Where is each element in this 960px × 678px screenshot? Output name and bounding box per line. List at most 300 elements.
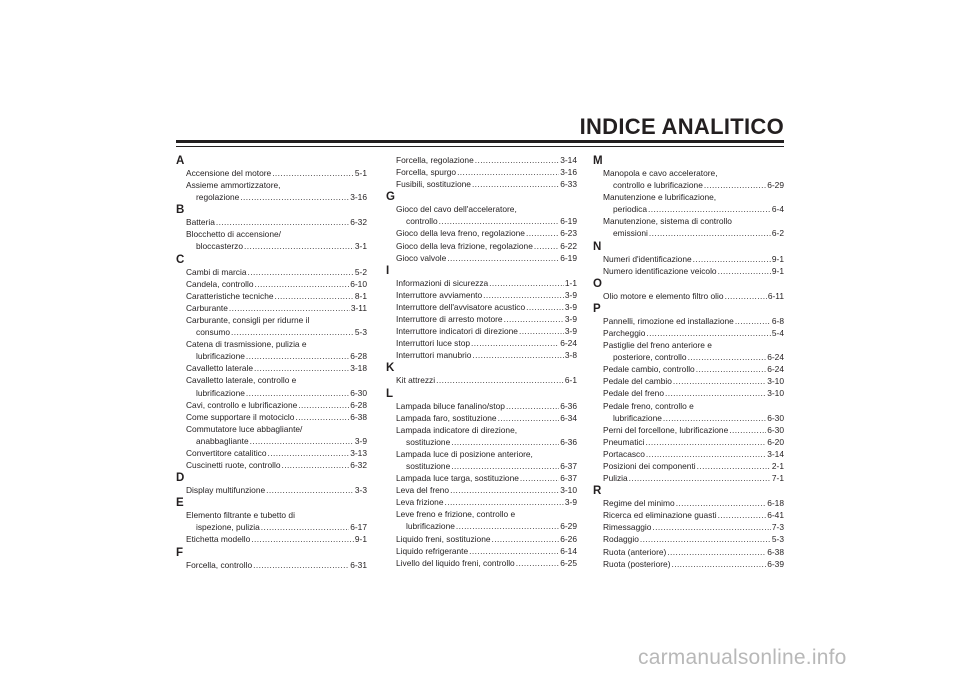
index-entry-text: Posizioni dei componenti (603, 460, 696, 471)
index-entry (593, 290, 784, 302)
index-page-number: 3-10 (767, 376, 784, 387)
dot-leader (295, 411, 349, 423)
dot-leader (646, 448, 766, 460)
index-page-number: 6-37 (560, 473, 577, 484)
index-entry-text: Informazioni di sicurezza (396, 277, 489, 288)
index-entry-text: Carburante (186, 302, 228, 313)
index-page-number: 6-41 (767, 510, 784, 521)
index-entry-text: lubrificazione (406, 521, 455, 532)
index-entry-text: Parcheggio (603, 327, 646, 338)
index-entry-text: Gioco della leva frizione, regolazione (396, 240, 533, 251)
index-letter-heading: O (593, 277, 602, 290)
dot-leader (254, 362, 349, 374)
index-entry-text: Numeri d'identificazione (603, 253, 692, 264)
dot-leader (272, 167, 354, 179)
index-entry-text: bloccasterzo (196, 241, 244, 252)
index-entry-text: Lampada faro, sostituzione (396, 412, 497, 423)
dot-leader (534, 240, 559, 252)
index-entry-text: Display multifunzione (186, 485, 266, 496)
index-entry-text: lubrificazione (613, 412, 662, 423)
index-entry (386, 472, 577, 484)
index-entry (386, 252, 577, 264)
index-entry (593, 497, 784, 509)
dot-leader (250, 435, 354, 447)
index-page-number: 6-36 (560, 436, 577, 447)
index-entry-text: Interruttore dell'avvisatore acustico (396, 301, 526, 312)
index-entry (593, 424, 784, 436)
dot-leader (451, 436, 559, 448)
index-entry-text: Cambi di marcia (186, 266, 247, 277)
index-entry-text: Blocchetto di accensione/ (186, 229, 281, 240)
dot-leader (697, 460, 771, 472)
index-entry-text: Leva del freno (396, 485, 450, 496)
index-entry (593, 265, 784, 277)
dot-leader (492, 533, 560, 545)
index-entry-text: ispezione, pulizia (196, 522, 260, 533)
dot-leader (255, 278, 350, 290)
index-page-number: 6-2 (771, 228, 784, 239)
index-entry (176, 167, 367, 179)
index-page-number: 9-1 (354, 534, 367, 545)
dot-leader (268, 447, 350, 459)
index-entry-text: Interruttore di arresto motore (396, 314, 503, 325)
index-entry (176, 411, 367, 423)
index-letter-heading: F (176, 546, 184, 559)
index-entry (386, 496, 577, 508)
dot-leader (640, 533, 771, 545)
index-entry-text: Fusibili, sostituzione (396, 179, 471, 190)
dot-leader (526, 227, 559, 239)
index-entry (176, 278, 367, 290)
dot-leader (298, 399, 349, 411)
dot-leader (475, 154, 559, 166)
index-entry (386, 203, 577, 227)
dot-leader (489, 277, 564, 289)
index-entry-text: Pannelli, rimozione ed installazione (603, 315, 734, 326)
index-page-number: 2-1 (771, 460, 784, 471)
index-page-number: 6-14 (560, 545, 577, 556)
index-entry-text: Forcella, spurgo (396, 167, 457, 178)
index-entry (176, 399, 367, 411)
index-page-number: 3-18 (350, 363, 367, 374)
dot-leader (645, 436, 766, 448)
index-page-number: 5-1 (354, 168, 367, 178)
dot-leader (667, 546, 766, 558)
index-entry-text: emissioni (613, 228, 648, 239)
index-entry (386, 545, 577, 557)
index-page-number: 6-17 (350, 522, 367, 533)
index-page-number: 6-29 (767, 180, 784, 191)
dot-leader (450, 484, 559, 496)
index-entry-text: regolazione (196, 192, 240, 203)
index-entry (593, 460, 784, 472)
index-entry-text: Carburante, consigli per ridurne il (186, 314, 310, 325)
title-rule-thick (176, 140, 784, 143)
dot-leader (253, 559, 349, 571)
dot-leader (665, 387, 766, 399)
dot-leader (718, 265, 771, 277)
index-page-number: 5-3 (771, 534, 784, 545)
index-letter-heading: B (176, 204, 185, 217)
index-letter-heading: I (386, 264, 390, 277)
dot-leader (231, 326, 354, 338)
index-entry (593, 253, 784, 265)
index-entry (176, 290, 367, 302)
index-entry-text: anabbagliante (196, 435, 249, 446)
index-entry-text: Regime del minimo (603, 498, 675, 509)
index-entry (176, 228, 367, 252)
index-entry-text: Forcella, regolazione (396, 155, 474, 165)
dot-leader (729, 424, 766, 436)
index-entry-text: Cuscinetti ruote, controllo (186, 460, 281, 471)
index-entry (176, 374, 367, 398)
index-entry (176, 447, 367, 459)
page-title: INDICE ANALITICO (579, 114, 784, 139)
dot-leader (436, 374, 564, 386)
index-entry (593, 546, 784, 558)
index-entry (176, 362, 367, 374)
index-entry-text: Candela, controllo (186, 278, 254, 289)
dot-leader (718, 509, 767, 521)
index-entry (386, 484, 577, 496)
dot-leader (246, 350, 349, 362)
index-page-number: 5-2 (354, 266, 367, 277)
index-entry-text: Cavi, controllo e lubrificazione (186, 399, 298, 410)
index-page-number: 9-1 (771, 253, 784, 264)
index-page-number: 6-8 (771, 315, 784, 326)
index-letter-heading: E (176, 497, 184, 510)
dot-leader (693, 253, 771, 265)
dot-leader (676, 497, 767, 509)
index-entry (176, 484, 367, 496)
index-column-3 (593, 154, 784, 570)
index-entry-text: Olio motore e elemento filtro olio (603, 290, 724, 301)
index-entry-text: Pedale cambio, controllo (603, 364, 695, 375)
index-entry-text: controllo e lubrificazione (613, 180, 703, 191)
index-entry (386, 289, 577, 301)
index-page-number: 6-37 (560, 460, 577, 471)
index-entry (176, 533, 367, 545)
index-entry-text: Cavalletto laterale (186, 363, 254, 374)
index-entry (593, 215, 784, 239)
dot-leader (229, 302, 350, 314)
index-entry-text: Gioco valvole (396, 252, 447, 263)
index-page-number: 3-10 (767, 388, 784, 399)
index-page-number: 6-33 (560, 179, 577, 190)
index-page-number: 6-32 (350, 217, 367, 228)
dot-leader (652, 521, 770, 533)
index-entry-text: Elemento filtrante e tubetto di (186, 510, 295, 521)
index-entry (386, 166, 577, 178)
index-page-number: 7-1 (771, 473, 784, 484)
index-page-number: 6-30 (767, 412, 784, 423)
index-entry (386, 227, 577, 239)
dot-leader (520, 472, 559, 484)
index-entry-text: Numero identificazione veicolo (603, 265, 717, 276)
index-entry (593, 375, 784, 387)
index-page-number: 6-22 (560, 240, 577, 251)
index-entry (386, 349, 577, 361)
dot-leader (439, 215, 560, 227)
index-page-number: 6-34 (560, 412, 577, 423)
index-page-number: 3-9 (564, 289, 577, 300)
dot-leader (246, 387, 349, 399)
index-page-number: 3-13 (350, 447, 367, 458)
index-letter-heading: A (176, 155, 185, 167)
dot-leader (451, 460, 559, 472)
index-entry (593, 327, 784, 339)
dot-leader (251, 533, 354, 545)
index-entry (386, 448, 577, 472)
dot-leader (516, 557, 560, 569)
index-entry (386, 325, 577, 337)
index-entry (593, 558, 784, 570)
index-entry (386, 277, 577, 289)
index-entry-text: Ricerca ed eliminazione guasti (603, 510, 717, 521)
dot-leader (471, 337, 559, 349)
index-page-number: 6-39 (767, 558, 784, 569)
dot-leader (469, 545, 559, 557)
index-entry (176, 509, 367, 533)
index-letter-heading: G (386, 191, 395, 204)
index-entry-text: Etichetta modello (186, 534, 251, 545)
index-entry-text: Lampada biluce fanalino/stop (396, 400, 505, 411)
index-entry (386, 557, 577, 569)
dot-leader (240, 191, 349, 203)
index-entry-text: Manutenzione e lubrificazione, (603, 192, 717, 203)
dot-leader (248, 266, 354, 278)
index-entry-text: Leve freno e frizione, controllo e (396, 509, 516, 520)
dot-leader (504, 313, 564, 325)
index-page-number: 6-25 (560, 557, 577, 568)
index-entry (593, 509, 784, 521)
dot-leader (266, 484, 354, 496)
index-entry-text: Convertitore catalitico (186, 447, 267, 458)
index-entry-text: Leva frizione (396, 497, 444, 508)
index-column-1 (176, 154, 367, 571)
dot-leader (282, 459, 350, 471)
index-entry-text: Interruttore indicatori di direzione (396, 326, 518, 337)
index-entry-text: lubrificazione (196, 351, 245, 362)
dot-leader (648, 203, 771, 215)
index-letter-heading: L (386, 387, 394, 400)
dot-leader (447, 252, 559, 264)
index-entry (176, 459, 367, 471)
index-page-number: 6-38 (350, 411, 367, 422)
index-entry (593, 436, 784, 448)
index-page-number: 6-30 (767, 424, 784, 435)
index-entry-text: Interruttori luce stop (396, 338, 471, 349)
index-page-number: 6-31 (350, 559, 367, 570)
index-entry (386, 400, 577, 412)
index-page-number: 6-23 (560, 228, 577, 239)
index-entry-text: Pedale del freno (603, 388, 664, 399)
index-page-number: 6-30 (350, 387, 367, 398)
index-page-number: 3-1 (354, 241, 367, 252)
index-entry (386, 374, 577, 386)
index-entry (176, 314, 367, 338)
index-entry (593, 315, 784, 327)
index-entry-text: sostituzione (406, 460, 451, 471)
index-page-number: 6-11 (767, 290, 784, 301)
index-page-number: 3-16 (350, 192, 367, 203)
index-page-number: 6-20 (767, 436, 784, 447)
index-entry-text: Perni del forcellone, lubrificazione (603, 424, 729, 435)
dot-leader (526, 301, 564, 313)
dot-leader (483, 289, 564, 301)
index-entry-text: Pedale del cambio (603, 376, 672, 387)
index-entry-text: Lampada indicatore di direzione, (396, 424, 518, 435)
index-entry-text: Lampada luce di posizione anteriore, (396, 448, 533, 459)
index-entry-text: controllo (406, 216, 438, 227)
index-entry-text: Ruota (posteriore) (603, 558, 671, 569)
index-page-number: 3-9 (354, 435, 367, 446)
index-page-number: 3-14 (560, 155, 577, 165)
dot-leader (649, 227, 771, 239)
index-entry-text: Cavalletto laterale, controllo e (186, 375, 297, 386)
index-entry (386, 240, 577, 252)
dot-leader (498, 412, 560, 424)
index-entry (386, 412, 577, 424)
index-entry-text: Gioco della leva freno, regolazione (396, 228, 525, 239)
index-entry-text: Assieme ammortizzatore, (186, 180, 281, 191)
index-entry (176, 179, 367, 203)
index-entry-text: Commutatore luce abbagliante/ (186, 423, 303, 434)
index-entry (593, 472, 784, 484)
dot-leader (261, 521, 349, 533)
dot-leader (457, 166, 559, 178)
index-page-number: 3-3 (354, 485, 367, 496)
dot-leader (704, 179, 766, 191)
index-page-number: 6-19 (560, 252, 577, 263)
index-page-number: 9-1 (771, 265, 784, 276)
index-entry-text: Pedale freno, controllo e (603, 400, 694, 411)
index-entry-text: Manutenzione, sistema di controllo (603, 216, 732, 227)
index-letter-heading: K (386, 362, 395, 375)
dot-leader (216, 216, 349, 228)
dot-leader (725, 290, 767, 302)
index-entry (386, 533, 577, 545)
index-entry-text: Lampada luce targa, sostituzione (396, 473, 519, 484)
index-entry-text: Liquido refrigerante (396, 545, 469, 556)
index-page-number: 6-28 (350, 399, 367, 410)
index-entry-text: Manopola e cavo acceleratore, (603, 168, 718, 178)
index-page-number: 6-24 (767, 352, 784, 363)
index-page-number: 6-32 (350, 460, 367, 471)
index-entry-text: Pastiglie del freno anteriore e (603, 340, 712, 351)
dot-leader (646, 327, 771, 339)
index-letter-heading: N (593, 240, 602, 253)
index-entry (593, 191, 784, 215)
index-entry (593, 448, 784, 460)
index-page-number: 6-10 (350, 278, 367, 289)
index-entry-text: Interruttori manubrio (396, 350, 472, 361)
index-page-number: 6-1 (564, 375, 577, 386)
index-page-number: 6-29 (560, 521, 577, 532)
index-entry (593, 339, 784, 363)
dot-leader (275, 290, 354, 302)
dot-leader (663, 412, 766, 424)
index-entry-text: Portacasco (603, 448, 645, 459)
index-entry (176, 216, 367, 228)
index-entry-text: Liquido freni, sostituzione (396, 533, 491, 544)
watermark-text: carmanualsonline.info (638, 646, 847, 669)
dot-leader (629, 472, 771, 484)
index-entry (593, 533, 784, 545)
index-entry-text: Caratteristiche tecniche (186, 290, 274, 301)
index-entry-text: lubrificazione (196, 387, 245, 398)
index-entry (176, 423, 367, 447)
index-page-number: 6-36 (560, 400, 577, 411)
index-entry (386, 301, 577, 313)
index-page-number: 3-9 (564, 497, 577, 508)
index-page-number: 3-10 (560, 485, 577, 496)
index-page-number: 3-14 (767, 448, 784, 459)
index-entry (176, 266, 367, 278)
dot-leader (456, 520, 559, 532)
dot-leader (672, 558, 767, 570)
index-page-number: 1-1 (564, 277, 577, 288)
index-entry-text: Pulizia (603, 473, 628, 484)
index-entry-text: periodica (613, 204, 647, 215)
index-entry (386, 508, 577, 532)
index-entry-text: Kit attrezzi (396, 375, 436, 386)
index-entry (176, 338, 367, 362)
index-entry-text: Livello del liquido freni, controllo (396, 557, 515, 568)
index-entry-text: Catena di trasmissione, pulizia e (186, 339, 307, 350)
index-entry-text: Come supportare il motociclo (186, 411, 295, 422)
index-page-number: 3-9 (564, 314, 577, 325)
index-entry (386, 424, 577, 448)
index-page-number: 6-24 (767, 364, 784, 375)
dot-leader (506, 400, 559, 412)
index-entry (593, 167, 784, 191)
index-page-number: 6-26 (560, 533, 577, 544)
index-letter-heading: M (593, 155, 603, 167)
dot-leader (673, 375, 766, 387)
index-entry-text: Rodaggio (603, 534, 639, 545)
index-page-number: 3-16 (560, 167, 577, 178)
index-page-number: 3-9 (564, 326, 577, 337)
dot-leader (445, 496, 564, 508)
index-page-number: 7-3 (771, 522, 784, 533)
index-letter-heading: P (593, 302, 601, 315)
index-entry-text: Accensione del motore (186, 168, 272, 178)
dot-leader (472, 349, 563, 361)
index-page-number: 8-1 (354, 290, 367, 301)
index-entry-text: Batteria (186, 217, 215, 228)
index-page-number: 3-9 (564, 301, 577, 312)
index-entry (176, 559, 367, 571)
index-page-number: 6-4 (771, 204, 784, 215)
index-entry-text: Forcella, controllo (186, 559, 253, 570)
index-entry (386, 337, 577, 349)
index-entry (593, 521, 784, 533)
dot-leader (735, 315, 771, 327)
dot-leader (472, 178, 559, 190)
index-entry (386, 178, 577, 190)
index-page-number: 3-8 (564, 350, 577, 361)
index-entry-text: sostituzione (406, 436, 451, 447)
index-entry-text: Ruota (anteriore) (603, 546, 667, 557)
index-letter-heading: R (593, 485, 602, 498)
index-entry-text: Interruttore avviamento (396, 289, 483, 300)
index-letter-heading: C (176, 253, 185, 266)
index-entry-text: posteriore, controllo (613, 352, 687, 363)
index-letter-heading: D (176, 472, 185, 485)
index-entry-text: Rimessaggio (603, 522, 652, 533)
index-entry (176, 302, 367, 314)
